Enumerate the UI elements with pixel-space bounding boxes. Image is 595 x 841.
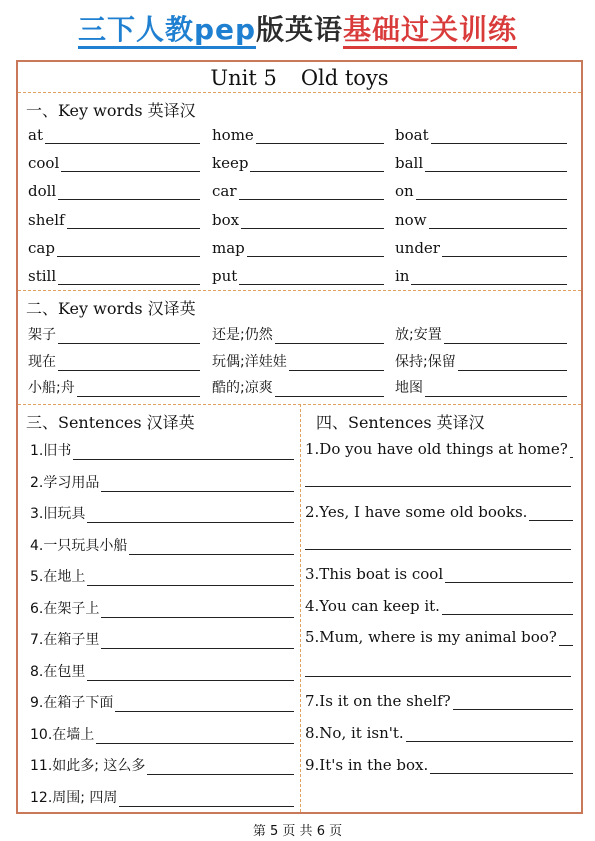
item-label: 5.Mum, where is my animal boo? — [305, 628, 557, 646]
answer-blank[interactable] — [275, 382, 384, 397]
item-label: 9.在箱子下面 — [30, 695, 114, 711]
item-label: 玩偶;洋娃娃 — [212, 353, 287, 370]
worksheet-sheet — [16, 60, 583, 814]
fill-item — [30, 566, 294, 586]
answer-blank[interactable] — [73, 445, 294, 460]
header-subject: 版英语 — [256, 13, 344, 46]
answer-blank[interactable] — [241, 214, 384, 229]
answer-blank[interactable] — [453, 695, 573, 710]
fill-item — [395, 377, 567, 397]
fill-item — [28, 351, 200, 371]
item-label: 保持;保留 — [395, 353, 456, 370]
fill-item — [30, 692, 294, 712]
answer-blank[interactable] — [61, 157, 200, 172]
item-label: 2.Yes, I have some old books. — [305, 503, 528, 521]
fill-item — [30, 535, 294, 555]
item-label: home — [212, 126, 254, 144]
answer-blank[interactable] — [58, 270, 200, 285]
header-grade: 三下人教 — [78, 13, 194, 49]
fill-item — [395, 182, 567, 200]
item-label: 4.You can keep it. — [305, 597, 440, 615]
item-label: 2.学习用品 — [30, 474, 100, 491]
fill-item — [30, 503, 294, 523]
fill-item — [305, 565, 573, 583]
fill-item — [305, 597, 573, 615]
column-divider — [300, 404, 301, 812]
fill-item — [212, 267, 384, 285]
unit-title — [18, 66, 581, 90]
fill-item — [30, 472, 294, 492]
fill-item — [212, 154, 384, 172]
header-training: 基础过关训练 — [343, 13, 517, 49]
fill-item — [28, 239, 200, 257]
answer-blank[interactable] — [239, 270, 384, 285]
answer-blank[interactable] — [101, 634, 294, 649]
fill-item — [28, 126, 200, 144]
section1-heading: 一、Key words 英译汉 — [26, 101, 196, 120]
fill-item — [395, 324, 567, 344]
item-label: under — [395, 238, 440, 257]
header-edition: pep — [194, 13, 256, 49]
item-label: 9.It's in the box. — [305, 756, 429, 774]
answer-blank[interactable] — [570, 443, 573, 458]
answer-blank[interactable] — [425, 157, 567, 172]
item-label: cool — [28, 154, 60, 173]
item-label: now — [395, 210, 427, 229]
fill-item — [212, 324, 384, 344]
fill-item — [30, 661, 294, 681]
item-label: 4.一只玩具小船 — [30, 537, 128, 554]
item-label: 地图 — [395, 380, 423, 396]
fill-item — [395, 239, 567, 257]
page-footer: 第 5 页 共 6 页 — [252, 824, 343, 839]
fill-item — [305, 440, 573, 458]
item-label: ball — [395, 154, 424, 173]
answer-blank[interactable] — [101, 603, 294, 618]
item-label: 7.Is it on the shelf? — [305, 692, 451, 710]
answer-blank[interactable] — [406, 727, 573, 742]
fill-item — [305, 628, 573, 646]
fill-item — [305, 503, 573, 521]
fill-item — [212, 126, 384, 144]
answer-blank[interactable] — [115, 697, 294, 712]
answer-blank[interactable] — [58, 329, 200, 344]
answer-blank[interactable] — [101, 477, 294, 492]
answer-blank[interactable] — [430, 759, 573, 774]
item-label: 现在 — [28, 353, 56, 370]
item-label: 1.Do you have old things at home? — [305, 440, 568, 458]
answer-blank[interactable] — [425, 382, 567, 397]
item-label: 8.在包里 — [30, 663, 86, 680]
answer-blank[interactable] — [87, 508, 294, 523]
item-label: still — [28, 267, 57, 285]
fill-item — [212, 211, 384, 229]
answer-blank[interactable] — [256, 129, 384, 144]
answer-blank[interactable] — [559, 631, 573, 646]
fill-item — [28, 211, 200, 229]
answer-line[interactable] — [305, 676, 571, 677]
fill-item — [212, 351, 384, 371]
fill-item — [395, 351, 567, 371]
item-label: at — [28, 126, 43, 144]
item-label: 3.旧玩具 — [30, 506, 86, 522]
fill-item — [395, 154, 567, 172]
answer-blank[interactable] — [250, 157, 384, 172]
answer-blank[interactable] — [239, 185, 384, 200]
fill-item — [30, 724, 294, 744]
answer-blank[interactable] — [442, 600, 573, 615]
fill-item — [28, 154, 200, 172]
item-label: on — [395, 182, 414, 201]
answer-blank[interactable] — [96, 729, 294, 744]
answer-blank[interactable] — [129, 540, 294, 555]
section3-heading: 三、Sentences 汉译英 — [26, 413, 195, 432]
answer-blank[interactable] — [147, 760, 294, 775]
item-label: 架子 — [28, 327, 56, 343]
fill-item — [28, 377, 200, 397]
section4-heading: 四、Sentences 英译汉 — [316, 413, 485, 432]
answer-blank[interactable] — [57, 242, 200, 257]
fill-item — [305, 724, 573, 742]
item-label: 10.在墙上 — [30, 726, 95, 743]
answer-blank[interactable] — [45, 129, 200, 144]
item-label: box — [212, 210, 240, 229]
fill-item — [30, 440, 294, 460]
item-label: 3.This boat is cool — [305, 565, 444, 583]
answer-blank[interactable] — [247, 242, 384, 257]
item-label: boat — [395, 126, 429, 144]
fill-item — [28, 267, 200, 285]
fill-item — [395, 267, 567, 285]
answer-blank[interactable] — [416, 185, 567, 200]
item-label: 放;安置 — [395, 327, 442, 343]
answer-blank[interactable] — [529, 506, 573, 521]
item-label: 12.周围; 四周 — [30, 789, 118, 806]
answer-blank[interactable] — [58, 356, 200, 371]
item-label: cap — [28, 238, 55, 257]
fill-item — [30, 755, 294, 775]
item-label: 11.如此多; 这么多 — [30, 758, 146, 774]
answer-blank[interactable] — [458, 356, 567, 371]
answer-blank[interactable] — [119, 792, 294, 807]
fill-item — [28, 324, 200, 344]
answer-line[interactable] — [305, 486, 571, 487]
fill-item — [395, 211, 567, 229]
item-label: shelf — [28, 210, 65, 229]
fill-item — [212, 239, 384, 257]
unit-number: Unit 5 — [210, 66, 277, 90]
answer-blank[interactable] — [442, 242, 567, 257]
item-label: keep — [212, 154, 249, 173]
section2-heading: 二、Key words 汉译英 — [26, 299, 196, 318]
item-label: 还是;仍然 — [212, 327, 273, 343]
worksheet-header — [0, 8, 595, 52]
item-label: put — [212, 267, 238, 285]
answer-blank[interactable] — [431, 129, 567, 144]
fill-item — [212, 377, 384, 397]
answer-blank[interactable] — [445, 568, 573, 583]
answer-blank[interactable] — [87, 666, 294, 681]
answer-blank[interactable] — [67, 214, 200, 229]
item-label: 7.在箱子里 — [30, 632, 100, 648]
fill-item — [305, 756, 573, 774]
answer-blank[interactable] — [411, 270, 567, 285]
item-label: 小船;舟 — [28, 380, 75, 396]
fill-item — [305, 692, 573, 710]
item-label: 6.在架子上 — [30, 600, 100, 617]
answer-blank[interactable] — [275, 329, 384, 344]
item-label: 5.在地上 — [30, 569, 86, 585]
fill-item — [30, 787, 294, 807]
fill-item — [30, 598, 294, 618]
fill-item — [212, 182, 384, 200]
answer-blank[interactable] — [87, 571, 294, 586]
divider — [18, 92, 581, 93]
answer-blank[interactable] — [444, 329, 567, 344]
item-label: car — [212, 182, 237, 201]
divider — [18, 290, 581, 291]
item-label: doll — [28, 182, 57, 201]
item-label: 8.No, it isn't. — [305, 724, 404, 742]
fill-item — [28, 182, 200, 200]
answer-blank[interactable] — [58, 185, 200, 200]
answer-blank[interactable] — [289, 356, 384, 371]
unit-topic: Old toys — [300, 66, 389, 90]
item-label: 1.旧书 — [30, 443, 72, 459]
answer-blank[interactable] — [77, 382, 200, 397]
item-label: in — [395, 267, 410, 285]
answer-blank[interactable] — [429, 214, 567, 229]
item-label: 酷的;凉爽 — [212, 380, 273, 396]
fill-item — [395, 126, 567, 144]
item-label: map — [212, 238, 245, 257]
answer-line[interactable] — [305, 549, 571, 550]
fill-item — [30, 629, 294, 649]
